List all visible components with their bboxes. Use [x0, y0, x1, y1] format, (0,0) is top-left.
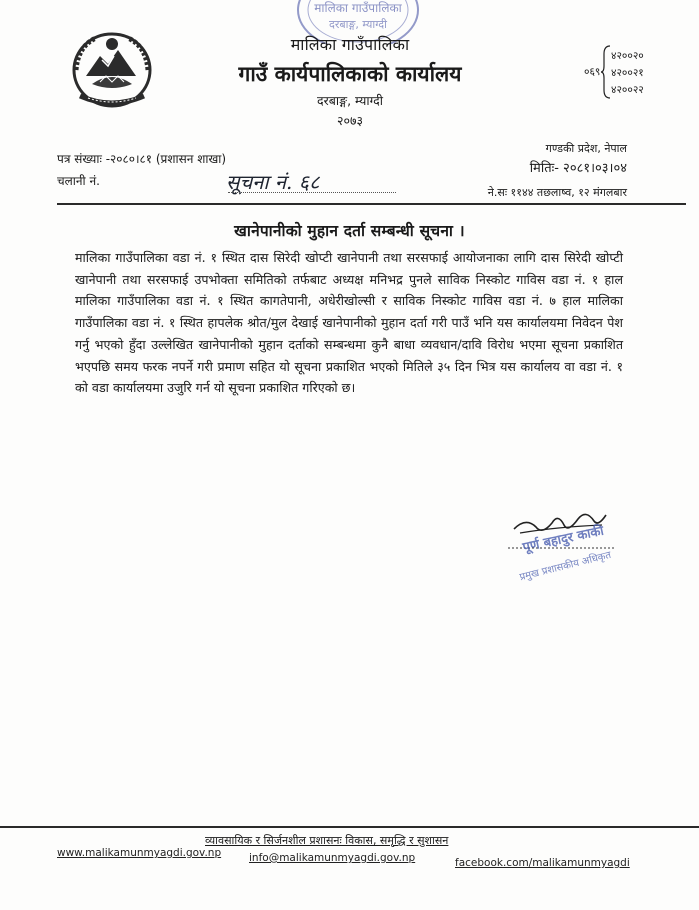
- nepal-emblem-logo: [66, 26, 158, 112]
- signature-with-stamp: [506, 499, 626, 585]
- phone-numbers: [611, 48, 644, 99]
- stamp-text-1: मालिका गाउँपालिका: [314, 1, 402, 15]
- handwritten-notice-number: सूचना नं. ६८: [226, 170, 320, 194]
- reference-number: पत्र संख्याः -२०८०।८१ (प्रशासन शाखा): [57, 152, 227, 166]
- notice-title: खानेपानीको मुहान दर्ता सम्बन्धी सूचना ।: [234, 222, 465, 240]
- footer-divider: [0, 826, 699, 828]
- email-link[interactable]: info@malikamunmyagdi.gov.np: [249, 852, 416, 864]
- notice-body: मालिका गाउँपालिका वडा नं. १ स्थित दास सिरेदी खोप्टी खानेपानी तथा सरसफाई आयोजनाका लागि दास सिरेदी खोप्टी खानेपानी तथा सरसफाई उपभोक्ता समितिको तर्फबाट अध्यक्ष मनिभद्र पुनले साविक निस्कोट गाविस वडा नं. १ हाल मालिका गाउँपालिका वडा नं. १ स्थित कागतेपानी, अधेरीखोल्सी र साविक निस्कोट गाविस वडा नं. ७ हाल मालिका गाउँपालिका वडा नं. १ स्थित हापलेक श्रोत/मुल देखाई खानेपानीको मुहान दर्ता गरी पाउँ भनि यस कार्यालयमा निवेदन पेश गर्नु भएको हुँदा उल्लेखित खानेपानीको मुहान दर्ताको सम्बन्धमा कुनै बाधा व्यवधान/दावि विरोध भएमा सूचना प्रकाशित भएपछि समय फरक नपर्ने गरी प्रमाण सहित यो सूचना प्रकाशित भएको मितिले ३५ दिन भित्र यस कार्यालय वा वडा नं. १ को वडा कार्यालयमा उजुरि गर्न यो सूचना प्रकाशित गरिएको छ।: [75, 250, 623, 396]
- dispatch-number: चलानी नं.: [57, 174, 100, 188]
- municipality-name: मालिका गाउँपालिका: [290, 35, 410, 54]
- phone-number: ४२००२०: [611, 50, 644, 62]
- established-year: २०७३: [336, 113, 363, 128]
- province-label: गण्डकी प्रदेश, नेपाल: [545, 142, 627, 155]
- sign-stamp-name: पूर्ण बहादुर काकी: [521, 523, 606, 556]
- dotted-underline: [228, 192, 396, 194]
- office-address: दरबाङ्ग, म्याग्दी: [317, 93, 383, 108]
- office-name: गाउँ कार्यपालिकाको कार्यालय: [238, 62, 462, 86]
- nepal-sambat-date: ने.सः ११४४ तछलाष्व, १२ मंगलबार: [487, 186, 627, 199]
- phone-number: ४२००२२: [611, 84, 644, 96]
- phone-number: ४२००२१: [611, 67, 644, 79]
- website-link[interactable]: www.malikamunmyagdi.gov.np: [57, 847, 222, 859]
- stamp-text-2: दरबाङ्ग, म्याग्दी: [328, 18, 388, 31]
- notice-date: मितिः- २०८१।०३।०४: [529, 161, 627, 176]
- phone-area-code: ०६९: [584, 66, 601, 78]
- facebook-link[interactable]: facebook.com/malikamunmyagdi: [455, 857, 630, 869]
- footer-slogan: व्यावसायिक र सिर्जनशील प्रशासनः विकास, समृद्धि र सुशासन: [205, 834, 449, 847]
- sign-stamp-title: प्रमुख प्रशासकीय अधिकृत: [518, 549, 613, 584]
- header-divider: [57, 203, 686, 205]
